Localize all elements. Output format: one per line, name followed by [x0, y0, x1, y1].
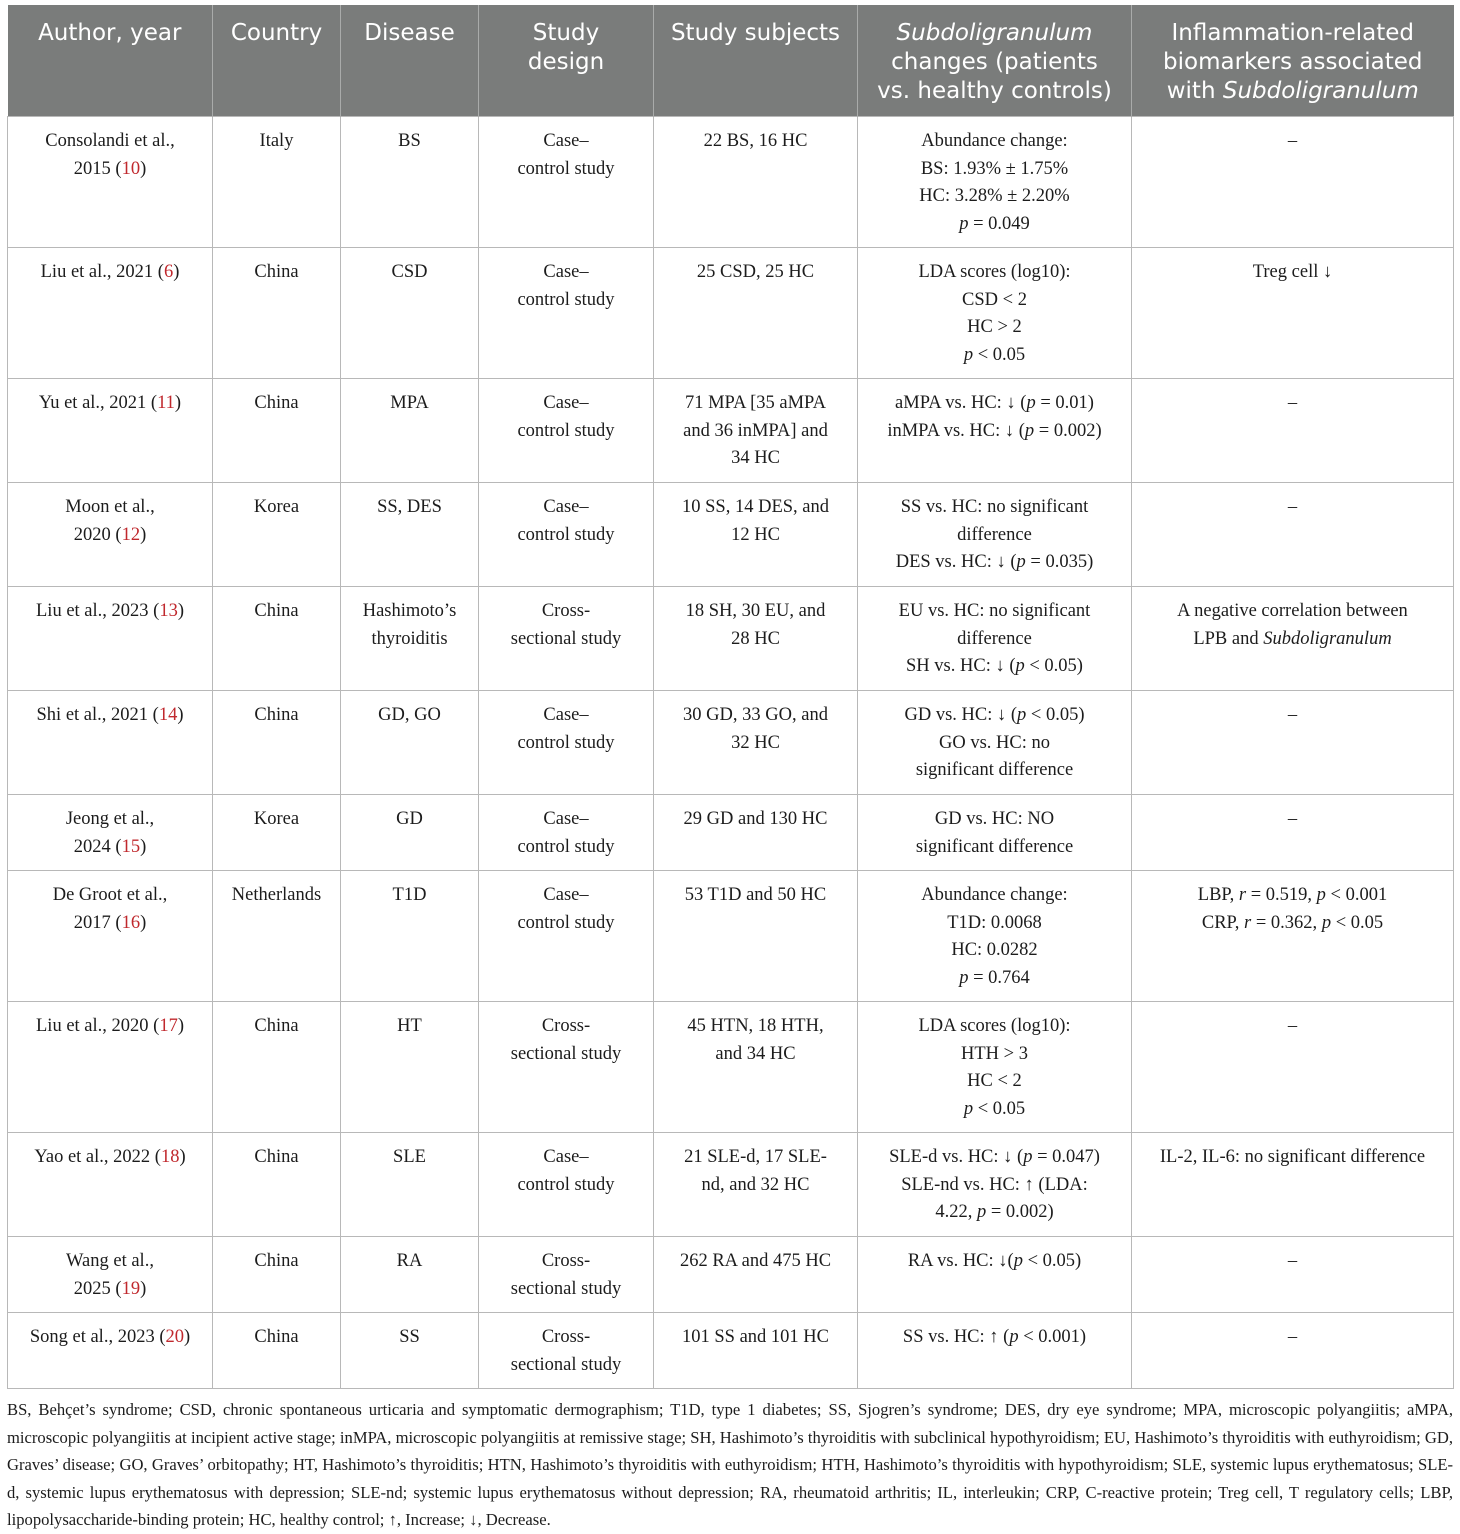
- table-row: [8, 1313, 1454, 1389]
- author-cell: Wang et al., 2025 (19): [8, 1237, 213, 1313]
- table-row: [8, 691, 1454, 795]
- table-row: [8, 379, 1454, 483]
- header-country: Country: [213, 5, 341, 117]
- country-cell: Italy: [213, 117, 341, 248]
- reference-link[interactable]: 13: [159, 601, 178, 621]
- subjects-cell: 29 GD and 130 HC: [654, 795, 858, 871]
- study-table: [7, 5, 1454, 1389]
- header-biomarkers: Inflammation-related biomarkers associated with Subdoligranulum: [1132, 5, 1454, 117]
- biomarkers-cell: –: [1132, 691, 1454, 795]
- changes-cell: LDA scores (log10): HTH > 3 HC < 2 p < 0.05: [858, 1002, 1132, 1133]
- subjects-cell: 71 MPA [35 aMPA and 36 inMPA] and 34 HC: [654, 379, 858, 483]
- biomarkers-cell: –: [1132, 795, 1454, 871]
- biomarkers-cell: –: [1132, 379, 1454, 483]
- country-cell: China: [213, 1002, 341, 1133]
- country-cell: China: [213, 1313, 341, 1389]
- design-cell: Cross- sectional study: [479, 1237, 654, 1313]
- header-disease: Disease: [341, 5, 479, 117]
- reference-link[interactable]: 20: [165, 1327, 184, 1347]
- author-cell: Liu et al., 2020 (17): [8, 1002, 213, 1133]
- changes-cell: GD vs. HC: NO significant difference: [858, 795, 1132, 871]
- subjects-cell: 53 T1D and 50 HC: [654, 871, 858, 1002]
- subjects-cell: 10 SS, 14 DES, and 12 HC: [654, 483, 858, 587]
- author-cell: De Groot et al., 2017 (16): [8, 871, 213, 1002]
- header-row: [8, 5, 1454, 117]
- country-cell: China: [213, 1237, 341, 1313]
- changes-cell: SS vs. HC: no significant difference DES vs. HC: ↓ (p = 0.035): [858, 483, 1132, 587]
- changes-cell: RA vs. HC: ↓(p < 0.05): [858, 1237, 1132, 1313]
- reference-link[interactable]: 6: [163, 262, 174, 282]
- subjects-cell: 101 SS and 101 HC: [654, 1313, 858, 1389]
- table-row: [8, 587, 1454, 691]
- author-cell: Consolandi et al., 2015 (10): [8, 117, 213, 248]
- disease-cell: GD, GO: [341, 691, 479, 795]
- biomarkers-cell: –: [1132, 1313, 1454, 1389]
- country-cell: Korea: [213, 795, 341, 871]
- author-cell: Yu et al., 2021 (11): [8, 379, 213, 483]
- design-cell: Case– control study: [479, 483, 654, 587]
- biomarkers-cell: LBP, r = 0.519, p < 0.001 CRP, r = 0.362, p < 0.05: [1132, 871, 1454, 1002]
- changes-cell: GD vs. HC: ↓ (p < 0.05) GO vs. HC: no significant difference: [858, 691, 1132, 795]
- disease-cell: HT: [341, 1002, 479, 1133]
- header-subjects: Study subjects: [654, 5, 858, 117]
- biomarkers-cell: Treg cell ↓: [1132, 248, 1454, 379]
- reference-link[interactable]: 17: [159, 1016, 178, 1036]
- design-cell: Cross- sectional study: [479, 587, 654, 691]
- subjects-cell: 262 RA and 475 HC: [654, 1237, 858, 1313]
- design-cell: Case– control study: [479, 691, 654, 795]
- disease-cell: SS, DES: [341, 483, 479, 587]
- design-cell: Cross- sectional study: [479, 1313, 654, 1389]
- subjects-cell: 45 HTN, 18 HTH, and 34 HC: [654, 1002, 858, 1133]
- reference-link[interactable]: 14: [158, 705, 178, 725]
- author-cell: Moon et al., 2020 (12): [8, 483, 213, 587]
- design-cell: Case– control study: [479, 248, 654, 379]
- country-cell: China: [213, 1133, 341, 1237]
- subjects-cell: 21 SLE-d, 17 SLE- nd, and 32 HC: [654, 1133, 858, 1237]
- author-cell: Jeong et al., 2024 (15): [8, 795, 213, 871]
- author-cell: Liu et al., 2021 (6): [8, 248, 213, 379]
- changes-cell: Abundance change: BS: 1.93% ± 1.75% HC: 3.28% ± 2.20% p = 0.049: [858, 117, 1132, 248]
- disease-cell: MPA: [341, 379, 479, 483]
- author-cell: Liu et al., 2023 (13): [8, 587, 213, 691]
- table-row: [8, 1002, 1454, 1133]
- disease-cell: SLE: [341, 1133, 479, 1237]
- reference-link[interactable]: 11: [157, 393, 175, 413]
- disease-cell: RA: [341, 1237, 479, 1313]
- subjects-cell: 25 CSD, 25 HC: [654, 248, 858, 379]
- header-design: Study design: [479, 5, 654, 117]
- country-cell: China: [213, 379, 341, 483]
- table-row: [8, 117, 1454, 248]
- disease-cell: Hashimoto’s thyroiditis: [341, 587, 479, 691]
- design-cell: Cross- sectional study: [479, 1002, 654, 1133]
- header-author: Author, year: [8, 5, 213, 117]
- country-cell: Netherlands: [213, 871, 341, 1002]
- table-row: [8, 248, 1454, 379]
- biomarkers-cell: IL-2, IL-6: no significant difference: [1132, 1133, 1454, 1237]
- author-cell: Song et al., 2023 (20): [8, 1313, 213, 1389]
- design-cell: Case– control study: [479, 379, 654, 483]
- changes-cell: SLE-d vs. HC: ↓ (p = 0.047) SLE-nd vs. HC: ↑ (LDA: 4.22, p = 0.002): [858, 1133, 1132, 1237]
- changes-cell: Abundance change: T1D: 0.0068 HC: 0.0282 p = 0.764: [858, 871, 1132, 1002]
- design-cell: Case– control study: [479, 1133, 654, 1237]
- subjects-cell: 22 BS, 16 HC: [654, 117, 858, 248]
- reference-link[interactable]: 15: [121, 836, 141, 857]
- biomarkers-cell: A negative correlation between LPB and Subdoligranulum: [1132, 587, 1454, 691]
- biomarkers-cell: –: [1132, 1237, 1454, 1313]
- table-row: [8, 1133, 1454, 1237]
- disease-cell: SS: [341, 1313, 479, 1389]
- country-cell: China: [213, 587, 341, 691]
- changes-cell: aMPA vs. HC: ↓ (p = 0.01) inMPA vs. HC: ↓ (p = 0.002): [858, 379, 1132, 483]
- disease-cell: BS: [341, 117, 479, 248]
- author-cell: Yao et al., 2022 (18): [8, 1133, 213, 1237]
- disease-cell: T1D: [341, 871, 479, 1002]
- changes-cell: EU vs. HC: no significant difference SH vs. HC: ↓ (p < 0.05): [858, 587, 1132, 691]
- table-footnote: BS, Behçet’s syndrome; CSD, chronic spontaneous urticaria and symptomatic dermographism; T1D, type 1 diabetes; SS, Sjogren’s syndrome; DES, dry eye syndrome; MPA, microscopic polyangiitis; aMPA, microscopic polyangiitis at incipient active stage; inMPA, microscopic polyangiitis at remissive stage; SH, Hashimoto’s thyroiditis with subclinical hypothyroidism; EU, Hashimoto’s thyroiditis with euthyroidism; GD, Graves’ disease; GO, Graves’ orbitopathy; HT, Hashimoto’s thyroiditis; HTN, Hashimoto’s thyroiditis with euthyroidism; HTH, Hashimoto’s thyroiditis with hypothyroidism; SLE, systemic lupus erythematosus; SLE-d, systemic lupus erythematosus with depression; SLE-nd; systemic lupus erythematosus without depression; RA, rheumatoid arthritis; IL, interleukin; CRP, C-reactive protein; Treg cell, T regulatory cells; LBP, lipopolysaccharide-binding protein; HC, healthy control; ↑, Increase; ↓, Decrease.: [7, 1400, 1453, 1529]
- country-cell: China: [213, 691, 341, 795]
- disease-cell: GD: [341, 795, 479, 871]
- design-cell: Case– control study: [479, 795, 654, 871]
- country-cell: China: [213, 248, 341, 379]
- design-cell: Case– control study: [479, 117, 654, 248]
- changes-cell: LDA scores (log10): CSD < 2 HC > 2 p < 0.05: [858, 248, 1132, 379]
- header-changes: Subdoligranulum changes (patients vs. healthy controls): [858, 5, 1132, 117]
- changes-cell: SS vs. HC: ↑ (p < 0.001): [858, 1313, 1132, 1389]
- biomarkers-cell: –: [1132, 1002, 1454, 1133]
- biomarkers-cell: –: [1132, 483, 1454, 587]
- table-row: [8, 795, 1454, 871]
- reference-link[interactable]: 12: [121, 524, 141, 545]
- author-cell: Shi et al., 2021 (14): [8, 691, 213, 795]
- country-cell: Korea: [213, 483, 341, 587]
- table-row: [8, 871, 1454, 1002]
- reference-link[interactable]: 19: [121, 1278, 141, 1299]
- table-row: [8, 1237, 1454, 1313]
- biomarkers-cell: –: [1132, 117, 1454, 248]
- reference-link[interactable]: 10: [121, 158, 141, 179]
- design-cell: Case– control study: [479, 871, 654, 1002]
- reference-link[interactable]: 16: [121, 912, 141, 933]
- disease-cell: CSD: [341, 248, 479, 379]
- subjects-cell: 30 GD, 33 GO, and 32 HC: [654, 691, 858, 795]
- table-row: [8, 483, 1454, 587]
- reference-link[interactable]: 18: [160, 1147, 180, 1167]
- subjects-cell: 18 SH, 30 EU, and 28 HC: [654, 587, 858, 691]
